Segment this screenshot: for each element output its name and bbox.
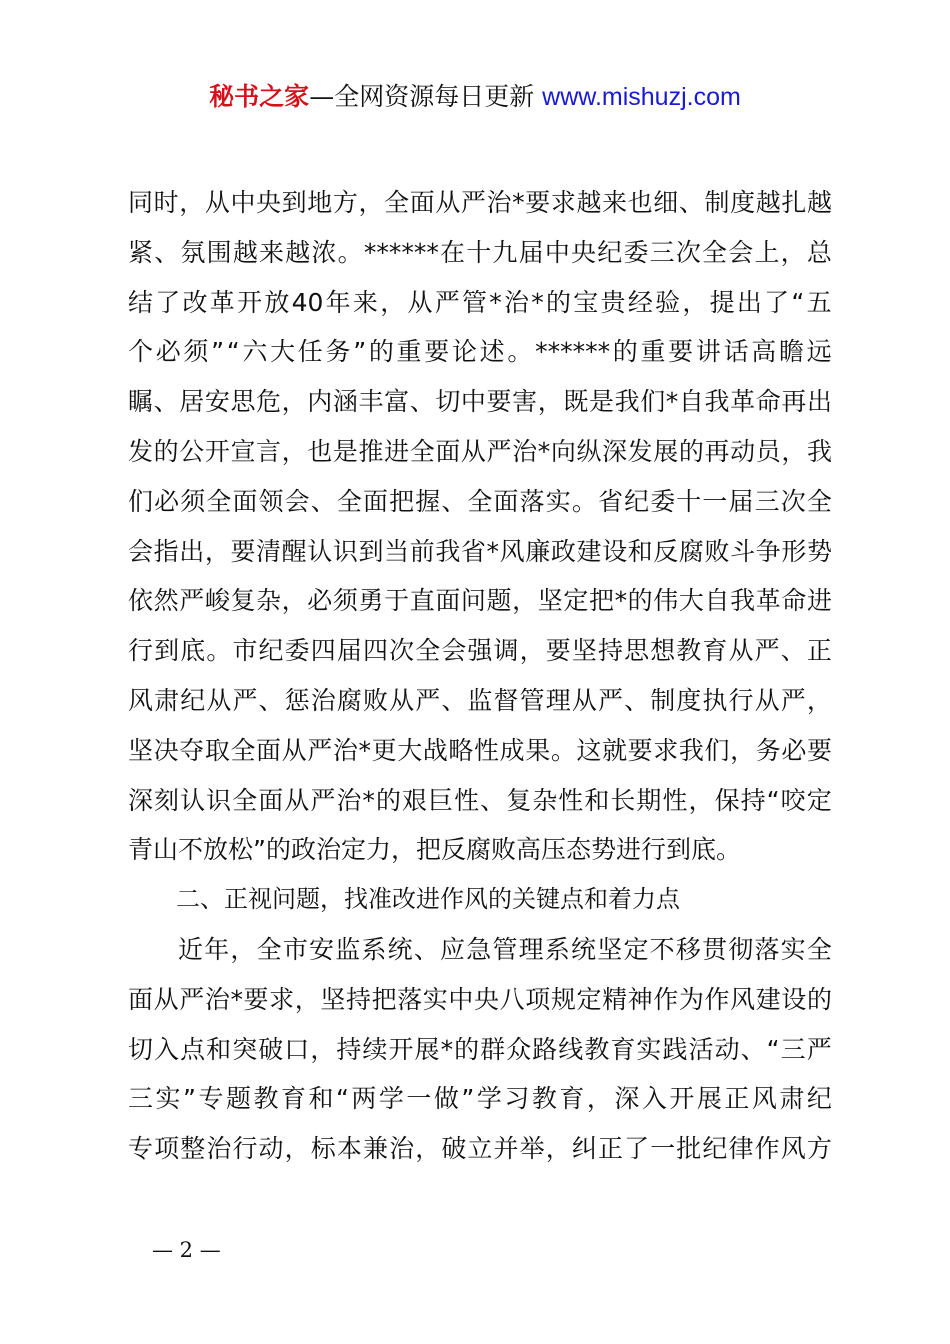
paragraph-line: 近 年 ， 全 市 安 监 系 统 、 应 急 管 理 系 统 坚 定 不 移 贯 彻 落 实 全 (178, 934, 832, 964)
paragraph-line: 行 到 底 。 市 纪 委 四 届 四 次 全 会 强 调 ， 要 坚 持 思 想 教 育 从 严 、 正 (128, 636, 832, 666)
paragraph-line: 切 入 点 和 突 破 口 ， 持 续 开 展 * 的 群 众 路 线 教 育 实 践 活 动 、 “ 三 严 (128, 1034, 832, 1064)
paragraph-line: 三 实 ” 专 题 教 育 和 “ 两 学 一 做 ” 学 习 教 育 ， 深 入 开 展 正 风 肃 纪 (128, 1084, 832, 1114)
paragraph-line: 坚 决 夺 取 全 面 从 严 治 * 更 大 战 略 性 成 果 。 这 就 要 求 我 们 ， 务 必 要 (128, 735, 832, 765)
document-body (128, 178, 832, 1174)
paragraph-line: 瞩 、 居 安 思 危 ， 内 涵 丰 富 、 切 中 要 害 ， 既 是 我 们 * 自 我 革 命 再 出 (128, 387, 832, 417)
paragraph-line: 结 了 改 革 开 放 40 年 来 ， 从 严 管 * 治 * 的 宝 贵 经 验 ， 提 出 了 “ 五 (128, 287, 832, 317)
paragraph-line: 面 从 严 治 * 要 求 ， 坚 持 把 落 实 中 央 八 项 规 定 精 神 作 为 作 风 建 设 的 (128, 984, 832, 1014)
paragraph-line: 依 然 严 峻 复 杂 ， 必 须 勇 于 直 面 问 题 ， 坚 定 把 * 的 伟 大 自 我 革 命 进 (128, 586, 832, 616)
section-heading: 二、正视问题，找准改进作风的关键点和着力点 (176, 885, 680, 914)
paragraph-line: 同 时 ， 从 中 央 到 地 方 ， 全 面 从 严 治 * 要 求 越 来 也 细 、 制 度 越 扎 越 (128, 188, 832, 217)
paragraph-line: 深 刻 认 识 全 面 从 严 治 * 的 艰 巨 性 、 复 杂 性 和 长 期 性 ， 保 持 “ 咬 定 (128, 785, 832, 815)
paragraph-line: 青山不放松”的政治定力，把反腐败高压态势进行到底。 (128, 835, 741, 865)
site-url-link[interactable]: www.mishuzj.com (542, 83, 741, 111)
paragraph-line: 风 肃 纪 从 严 、 惩 治 腐 败 从 严 、 监 督 管 理 从 严 、 制 度 执 行 从 严 ， (128, 685, 832, 715)
header-tagline: —全网资源每日更新 (309, 82, 535, 111)
paragraph-line: 们 必 须 全 面 领 会 、 全 面 把 握 、 全 面 落 实 。 省 纪 委 十 一 届 三 次 全 (128, 486, 832, 516)
paragraph-line: 紧 、 氛 围 越 来 越 浓 。 ****** 在 十 九 届 中 央 纪 委 三 次 全 会 上 ， 总 (128, 237, 832, 267)
site-header (0, 80, 950, 114)
page-number: — 2 — (152, 1238, 221, 1262)
paragraph-line: 会 指 出 ， 要 清 醒 认 识 到 当 前 我 省 * 风 廉 政 建 设 和 反 腐 败 斗 争 形 势 (128, 536, 832, 566)
brand-name: 秘书之家 (209, 82, 310, 111)
paragraph-line: 发 的 公 开 宣 言 ， 也 是 推 进 全 面 从 严 治 * 向 纵 深 发 展 的 再 动 员 ， 我 (128, 436, 832, 466)
paragraph-line: 专 项 整 治 行 动 ， 标 本 兼 治 ， 破 立 并 举 ， 纠 正 了 一 批 纪 律 作 风 方 (128, 1134, 832, 1164)
paragraph-line: 个 必 须 ” “ 六 大 任 务 ” 的 重 要 论 述 。 ****** 的 重 要 讲 话 高 瞻 远 (128, 337, 832, 367)
